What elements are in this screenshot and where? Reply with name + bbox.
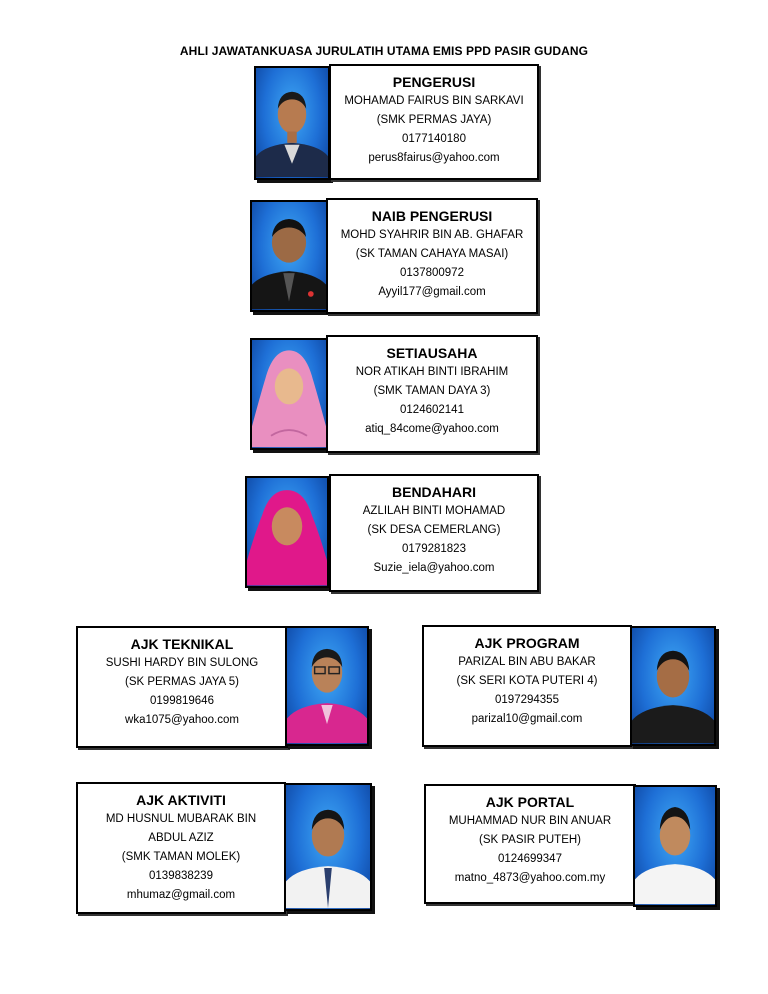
member-role: NAIB PENGERUSI bbox=[371, 208, 493, 224]
member-name: MOHD SYAHRIR BIN AB. GHAFAR bbox=[340, 229, 524, 241]
member-role: AJK TEKNIKAL bbox=[130, 636, 234, 652]
member-school: (SMK TAMAN DAYA 3) bbox=[373, 385, 491, 397]
member-name: MUHAMMAD NUR BIN ANUAR bbox=[448, 815, 612, 827]
member-phone: 0179281823 bbox=[402, 543, 466, 555]
member-name: MD HUSNUL MUBARAK BIN bbox=[105, 813, 257, 825]
member-role: PENGERUSI bbox=[392, 74, 476, 90]
member-email: perus8fairus@yahoo.com bbox=[368, 152, 500, 164]
member-role: BENDAHARI bbox=[392, 484, 476, 500]
member-info-box bbox=[329, 474, 539, 592]
member-photo bbox=[245, 476, 329, 588]
member-info-box bbox=[76, 626, 288, 748]
member-email: Ayyil177@gmail.com bbox=[378, 286, 486, 298]
member-name: MOHAMAD FAIRUS BIN SARKAVI bbox=[344, 95, 524, 107]
member-photo bbox=[285, 626, 369, 746]
member-photo bbox=[633, 785, 717, 907]
member-phone: 0124602141 bbox=[400, 404, 464, 416]
member-email: wka1075@yahoo.com bbox=[125, 714, 239, 726]
member-school: (SK PERMAS JAYA 5) bbox=[125, 676, 239, 688]
member-photo bbox=[284, 783, 372, 911]
member-school: (SK PASIR PUTEH) bbox=[478, 834, 582, 846]
portrait-female-icon bbox=[252, 340, 326, 448]
member-photo bbox=[630, 626, 716, 746]
member-role: AJK AKTIVITI bbox=[136, 792, 226, 808]
member-role: AJK PROGRAM bbox=[474, 635, 580, 651]
member-info-box bbox=[326, 335, 538, 453]
member-email: atiq_84come@yahoo.com bbox=[365, 423, 499, 435]
member-phone: 0199819646 bbox=[150, 695, 214, 707]
member-photo bbox=[250, 200, 328, 312]
member-name: NOR ATIKAH BINTI IBRAHIM bbox=[355, 366, 509, 378]
portrait-male-icon bbox=[252, 202, 326, 310]
member-school: (SMK PERMAS JAYA) bbox=[376, 114, 492, 126]
portrait-female-icon bbox=[247, 478, 327, 586]
portrait-male-icon bbox=[635, 787, 715, 905]
member-photo bbox=[250, 338, 328, 450]
member-name-cont: ABDUL AZIZ bbox=[148, 832, 214, 844]
member-email: Suzie_iela@yahoo.com bbox=[373, 562, 495, 574]
member-school: (SK TAMAN CAHAYA MASAI) bbox=[355, 248, 509, 260]
member-info-box bbox=[329, 64, 539, 180]
member-email: matno_4873@yahoo.com.my bbox=[454, 872, 606, 884]
member-name: PARIZAL BIN ABU BAKAR bbox=[458, 656, 596, 668]
member-info-box bbox=[424, 784, 636, 904]
member-school: (SK SERI KOTA PUTERI 4) bbox=[456, 675, 598, 687]
member-photo bbox=[254, 66, 330, 180]
member-phone: 0137800972 bbox=[400, 267, 464, 279]
member-name: AZLILAH BINTI MOHAMAD bbox=[362, 505, 506, 517]
member-email: parizal10@gmail.com bbox=[471, 713, 583, 725]
member-info-box bbox=[326, 198, 538, 314]
portrait-male-icon bbox=[287, 628, 367, 744]
member-info-box bbox=[422, 625, 632, 747]
portrait-male-icon bbox=[286, 785, 370, 909]
member-email: mhumaz@gmail.com bbox=[126, 889, 236, 901]
member-phone: 0177140180 bbox=[402, 133, 466, 145]
page-title: AHLI JAWATANKUASA JURULATIH UTAMA EMIS PPD PASIR GUDANG bbox=[179, 44, 589, 58]
member-role: AJK PORTAL bbox=[485, 794, 575, 810]
member-phone: 0197294355 bbox=[495, 694, 559, 706]
member-info-box bbox=[76, 782, 286, 914]
member-role: SETIAUSAHA bbox=[386, 345, 478, 361]
member-phone: 0124699347 bbox=[498, 853, 562, 865]
member-phone: 0139838239 bbox=[149, 870, 213, 882]
portrait-male-icon bbox=[256, 68, 328, 178]
portrait-male-icon bbox=[632, 628, 714, 744]
member-school: (SK DESA CEMERLANG) bbox=[367, 524, 501, 536]
member-name: SUSHI HARDY BIN SULONG bbox=[105, 657, 259, 669]
member-school: (SMK TAMAN MOLEK) bbox=[121, 851, 241, 863]
